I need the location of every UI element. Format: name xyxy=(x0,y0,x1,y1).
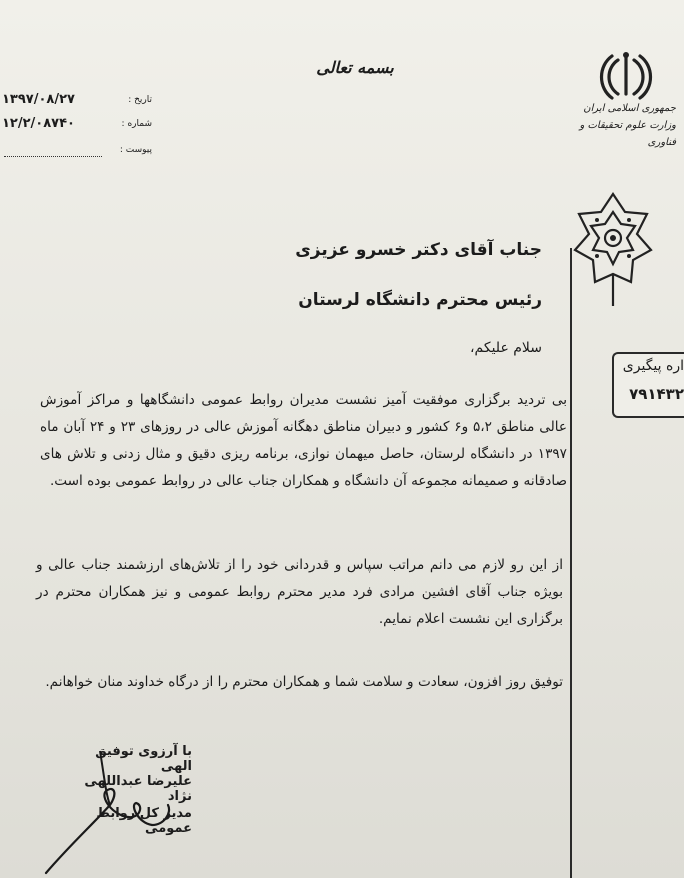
attachment-dotted-line xyxy=(4,156,102,157)
date-row xyxy=(2,92,152,112)
recipient-title: رئیس محترم دانشگاه لرستان xyxy=(298,290,542,310)
date-value: ۱۳۹۷/۰۸/۲۷ xyxy=(2,92,75,107)
tracking-label: اره پیگیری xyxy=(622,358,684,374)
university-seal-icon xyxy=(567,190,659,308)
closing-line: با آرزوی توفیق الهی xyxy=(95,744,192,774)
tracking-number: ۷۹۱۴۳۲ xyxy=(629,385,684,403)
basmala: بسمه تعالی xyxy=(316,58,394,77)
signer-name: علیرضا عبداللهی نژاد xyxy=(84,774,192,804)
greeting: سلام علیکم، xyxy=(470,340,542,356)
iran-emblem-icon xyxy=(596,50,656,102)
attachment-row xyxy=(2,142,152,162)
org-line-1: جمهوری اسلامی ایران xyxy=(583,103,676,114)
paragraph-3: توفیق روز افزون، سعادت و سلامت شما و همکاران محترم را از درگاه خداوند منان خواهانم. xyxy=(45,674,563,690)
org-line-2: وزارت علوم تحقیقات و فناوری xyxy=(579,120,676,148)
number-row xyxy=(2,116,152,136)
signer-title: مدیر کل روابط عمومی xyxy=(96,806,192,836)
attachment-label: پیوست : xyxy=(119,145,152,155)
date-label: تاریخ : xyxy=(128,95,152,105)
number-value: ۱۲/۲/۰۸۷۴۰ xyxy=(2,116,75,131)
paragraph-1: بی تردید برگزاری موفقیت آمیز نشست مدیران روابط عمومی دانشگاهها و مراکز آموزش عالی مناطق ۵،۲ و۶ کشور و دبیران مناطق دهگانه آموزش عالی در روزهای ۲۳ و ۲۴ آبان ماه ۱۳۹۷ در دانشگاه لرستان، حاصل میهمان نوازی، برنامه ریزی دقیق و مثال زدنی و تلاش های صادقانه و صمیمانه مجموعه آن دانشگاه و همکاران جناب عالی در روابط عمومی بوده است. xyxy=(40,392,568,489)
margin-rule xyxy=(570,248,572,878)
number-label: شماره : xyxy=(121,119,152,129)
handwritten-signature xyxy=(40,745,200,878)
recipient-name: جناب آقای دکتر خسرو عزیزی xyxy=(295,240,542,260)
paragraph-2: از این رو لازم می دانم مراتب سپاس و قدردانی خود را از تلاش‌های ارزشمند جناب عالی و بویژه جناب آقای افشین مرادی فرد مدیر محترم روابط عمومی و نیز همکاران محترم در برگزاری این نشست اعلام نمایم. xyxy=(36,557,563,627)
org-name xyxy=(566,100,676,151)
